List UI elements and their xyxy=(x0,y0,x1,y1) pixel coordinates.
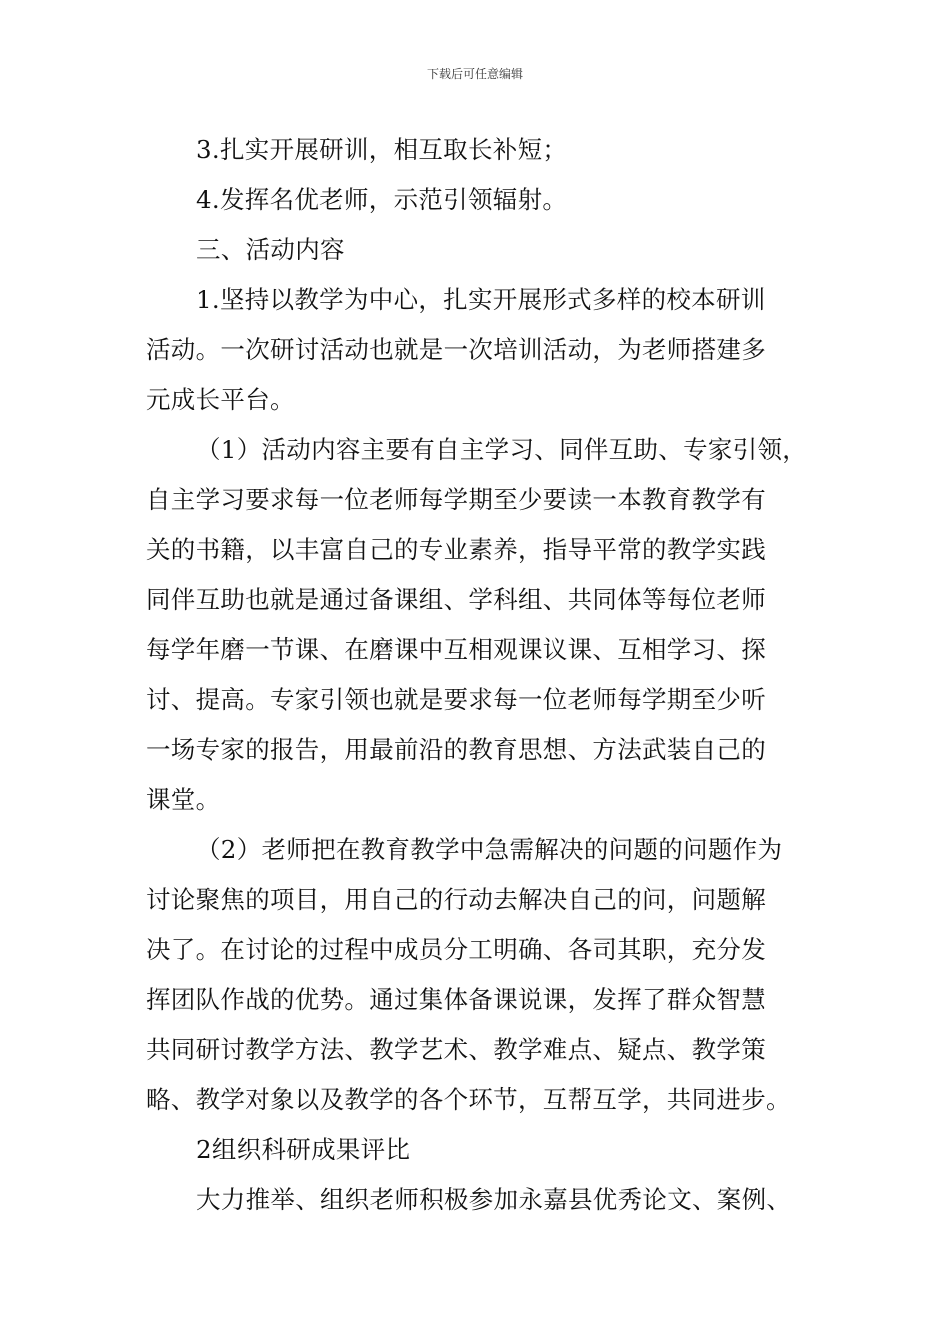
page-header: 下载后可任意编辑 xyxy=(426,67,523,81)
paragraph-line: 1.坚持以教学为中心，扎实开展形式多样的校本研训 xyxy=(196,285,766,314)
paragraph-line: 自主学习要求每一位老师每学期至少要读一本教育教学有 xyxy=(146,485,766,514)
section-heading: 2组织科研成果评比 xyxy=(196,1135,411,1164)
paragraph-line: 课堂。 xyxy=(146,785,221,814)
paragraph-line: （1）活动内容主要有自主学习、同伴互助、专家引领， xyxy=(196,435,808,464)
paragraph-line: 挥团队作战的优势。通过集体备课说课，发挥了群众智慧 xyxy=(146,985,766,1014)
paragraph-line: 讨、提高。专家引领也就是要求每一位老师每学期至少听 xyxy=(146,685,766,714)
paragraph-line: （2）老师把在教育教学中急需解决的问题的问题作为 xyxy=(196,835,783,864)
paragraph-line: 每学年磨一节课、在磨课中互相观课议课、互相学习、探 xyxy=(146,635,766,664)
paragraph-line: 略、教学对象以及教学的各个环节，互帮互学，共同进步。 xyxy=(146,1085,791,1114)
paragraph-line: 元成长平台。 xyxy=(146,385,295,414)
paragraph-line: 一场专家的报告，用最前沿的教育思想、方法武装自己的 xyxy=(146,735,766,764)
paragraph-line: 活动。一次研讨活动也就是一次培训活动，为老师搭建多 xyxy=(146,335,766,364)
paragraph-line: 3.扎实开展研训，相互取长补短； xyxy=(196,135,568,164)
paragraph-line: 讨论聚焦的项目，用自己的行动去解决自己的问，问题解 xyxy=(146,885,766,914)
paragraph-line: 大力推举、组织老师积极参加永嘉县优秀论文、案例、 xyxy=(196,1185,792,1214)
paragraph-line: 决了。在讨论的过程中成员分工明确、各司其职，充分发 xyxy=(146,935,766,964)
paragraph-line: 关的书籍，以丰富自己的专业素养，指导平常的教学实践 xyxy=(146,535,766,564)
section-heading: 三、活动内容 xyxy=(196,235,345,264)
paragraph-line: 共同研讨教学方法、教学艺术、教学难点、疑点、教学策 xyxy=(146,1035,766,1064)
paragraph-line: 同伴互助也就是通过备课组、学科组、共同体等每位老师 xyxy=(146,585,766,614)
paragraph-line: 4.发挥名优老师，示范引领辐射。 xyxy=(196,185,568,214)
